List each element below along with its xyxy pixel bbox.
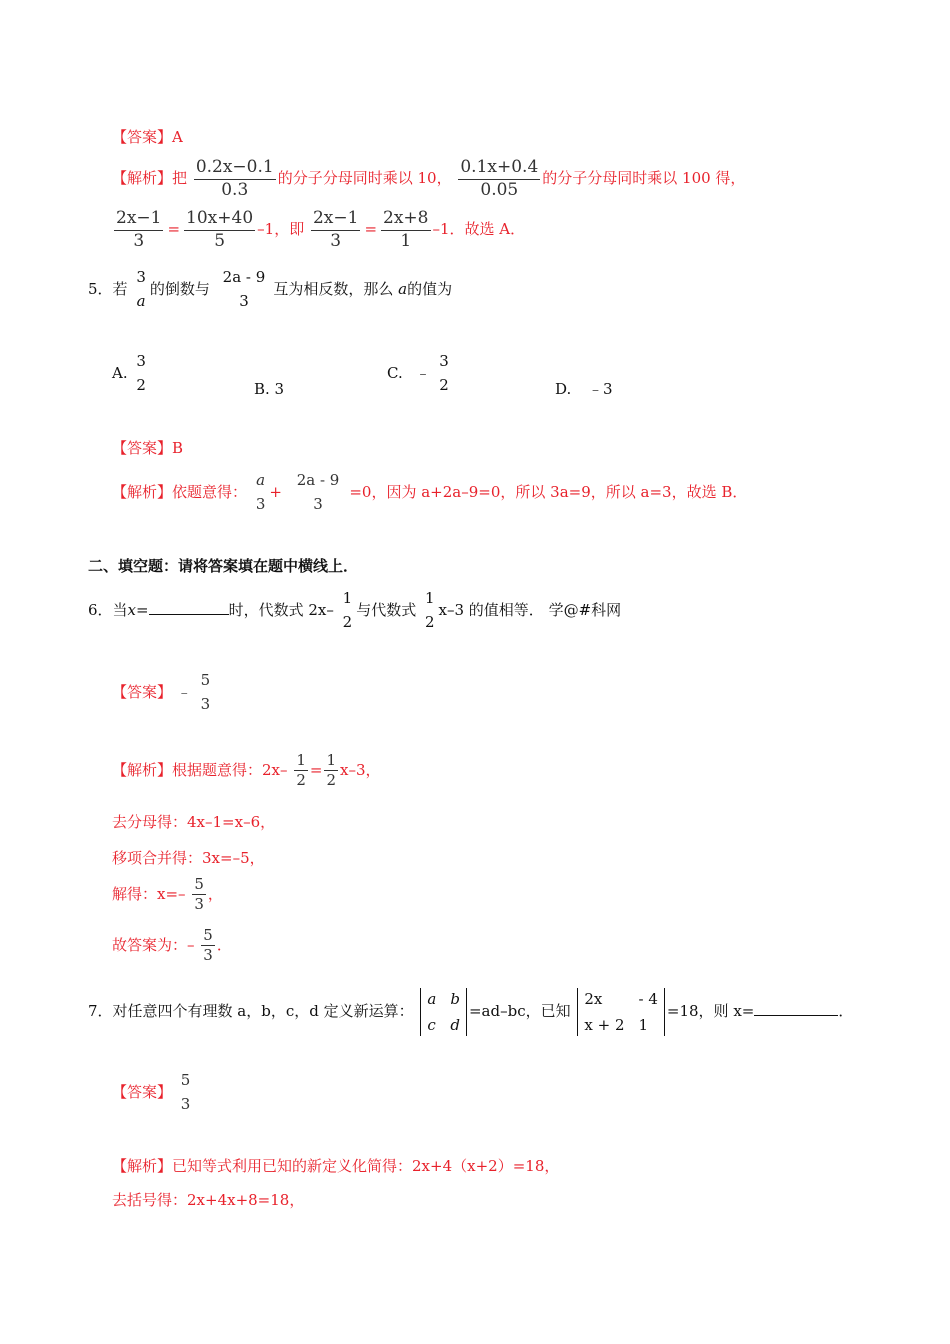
q5-option-a xyxy=(112,353,150,395)
q4-analysis-line1 xyxy=(112,158,745,200)
variable: a xyxy=(398,279,408,298)
numerator: 2a - 9 xyxy=(296,471,340,489)
denominator: 3 xyxy=(330,230,342,251)
fraction xyxy=(423,590,437,632)
denominator: 5 xyxy=(214,230,226,251)
question-text: =ad–bc，已知 xyxy=(468,1002,571,1020)
numerator: 5 xyxy=(201,927,215,946)
option-label: A. xyxy=(112,363,128,382)
denominator: 3 xyxy=(133,230,145,251)
question-number: 6．当 xyxy=(88,600,128,619)
question-text: ． xyxy=(838,1002,854,1020)
analysis-text: 依题意得： xyxy=(172,482,248,501)
analysis-text: x–3， xyxy=(339,760,381,779)
denominator: 3 xyxy=(194,895,204,914)
analysis-text: 的分子分母同时乘以 100 得， xyxy=(542,169,746,188)
option-label: D. xyxy=(555,380,572,398)
matrix-entry: 2x xyxy=(584,990,603,1008)
fraction xyxy=(199,672,213,714)
q6-question xyxy=(88,590,621,632)
numerator: 1 xyxy=(342,589,353,607)
denominator: 0.05 xyxy=(480,179,519,200)
denominator: 3 xyxy=(239,292,249,311)
question-text: 时，代数式 2x– xyxy=(228,600,334,619)
fraction xyxy=(184,209,255,251)
question-text: x–3 的值相等． 学@#科网 xyxy=(438,600,622,619)
numerator: a xyxy=(256,471,266,489)
numerator: 3 xyxy=(136,352,146,370)
answer-blank[interactable] xyxy=(149,600,229,615)
fraction xyxy=(295,472,342,514)
minus-sign: ﹣ xyxy=(415,363,431,382)
analysis-text: 已知等式利用已知的新定义化简得：2x+4（x+2）=18， xyxy=(172,1157,560,1175)
q4-answer-line xyxy=(112,127,183,147)
denominator: a xyxy=(136,292,146,311)
fraction xyxy=(254,472,268,514)
variable: x= xyxy=(127,600,149,619)
denominator: 3 xyxy=(313,495,323,514)
heading-text: 二、填空题：请将答案填在题中横线上． xyxy=(88,557,359,575)
denominator: 0.3 xyxy=(221,179,249,200)
denominator: 2 xyxy=(342,613,353,632)
numerator: 0.2x−0.1 xyxy=(194,158,276,180)
fraction xyxy=(192,876,206,914)
q5-question xyxy=(88,269,452,311)
analysis-text: 故答案为：– xyxy=(112,935,195,954)
question-text: =18，则 x= xyxy=(666,1002,755,1020)
numerator: 0.1x+0.4 xyxy=(458,158,540,180)
analysis-text: =0，因为 a+2a–9=0，所以 3a=9，所以 a=3，故选 B． xyxy=(349,482,748,501)
analysis-label: 【解析】 xyxy=(112,1157,173,1175)
question-text: 与代数式 xyxy=(356,600,417,619)
q6-analysis-line1 xyxy=(112,752,381,790)
q6-answer-line xyxy=(112,672,214,714)
analysis-label: 【解析】 xyxy=(112,482,173,501)
determinant xyxy=(420,988,467,1036)
q5-answer-line xyxy=(112,438,183,458)
fraction xyxy=(294,752,308,790)
equals-sign: = xyxy=(364,220,378,239)
analysis-text: 解得：x=– xyxy=(112,884,186,903)
denominator: 1 xyxy=(400,230,412,251)
matrix-entry: - 4 xyxy=(638,990,658,1008)
analysis-text: –1．故选 A． xyxy=(432,220,526,239)
q7-analysis-line1 xyxy=(112,1156,559,1176)
determinant xyxy=(577,988,665,1036)
answer-value: A xyxy=(172,128,183,146)
answer-value: B xyxy=(172,439,184,457)
denominator: 3 xyxy=(200,695,211,714)
fraction xyxy=(194,158,276,200)
question-text: 互为相反数，那么 xyxy=(273,279,394,298)
q5-option-d xyxy=(555,379,613,399)
q7-analysis-line2 xyxy=(112,1190,304,1210)
option-label: C. xyxy=(387,363,403,382)
answer-label: 【答案】 xyxy=(112,128,173,146)
matrix-entry: a xyxy=(427,990,437,1008)
fraction xyxy=(311,209,360,251)
denominator: 3 xyxy=(255,495,266,514)
fraction xyxy=(201,927,215,965)
matrix-entry: b xyxy=(450,990,460,1008)
matrix-entry: x + 2 xyxy=(584,1016,625,1034)
q6-step-answer xyxy=(112,927,232,965)
analysis-text: 去括号得：2x+4x+8=18， xyxy=(112,1191,305,1209)
denominator: 2 xyxy=(424,613,435,632)
fraction xyxy=(458,158,540,200)
plus-sign: + xyxy=(269,482,282,501)
answer-label: 【答案】 xyxy=(112,439,173,457)
answer-label: 【答案】 xyxy=(112,1082,173,1101)
numerator: 2x−1 xyxy=(114,209,163,231)
fraction xyxy=(381,209,430,251)
q5-analysis-line xyxy=(112,472,747,514)
numerator: 5 xyxy=(180,1071,191,1089)
numerator: 5 xyxy=(192,876,206,895)
numerator: 2a - 9 xyxy=(222,268,266,286)
question-number: 7．对任意四个有理数 a，b，c，d 定义新运算： xyxy=(88,1002,414,1020)
analysis-text: 根据题意得：2x– xyxy=(172,760,288,779)
denominator: 2 xyxy=(439,376,449,395)
question-number: 5．若 xyxy=(88,279,128,298)
equals-sign: = xyxy=(167,220,181,239)
q5-option-b xyxy=(254,379,284,399)
fraction xyxy=(134,269,148,311)
analysis-text: 去分母得：4x–1=x–6， xyxy=(112,813,276,831)
numerator: 2x−1 xyxy=(311,209,360,231)
analysis-label: 【解析】 xyxy=(112,169,173,188)
answer-blank[interactable] xyxy=(754,1001,838,1016)
option-label: B. 3 xyxy=(254,380,285,398)
q6-step-solve xyxy=(112,876,223,914)
fraction xyxy=(324,752,338,790)
fraction xyxy=(341,590,355,632)
matrix-entry: 1 xyxy=(638,1016,649,1034)
q6-step-combine xyxy=(112,848,265,868)
fraction xyxy=(114,209,163,251)
q4-analysis-line2 xyxy=(112,209,525,251)
fraction xyxy=(134,353,148,395)
analysis-text: ， xyxy=(207,884,223,903)
denominator: 3 xyxy=(203,946,213,965)
fraction xyxy=(437,353,451,395)
q7-answer-line xyxy=(112,1072,194,1114)
q5-option-c xyxy=(387,353,453,395)
numerator: 3 xyxy=(439,352,449,370)
numerator: 5 xyxy=(200,671,211,689)
matrix-entry: d xyxy=(450,1016,460,1034)
answer-label: 【答案】 xyxy=(112,682,173,701)
option-value: ﹣3 xyxy=(588,380,613,398)
denominator: 2 xyxy=(296,771,306,790)
analysis-text: 的分子分母同时乘以 10， xyxy=(277,169,452,188)
analysis-text: ． xyxy=(216,935,232,954)
denominator: 2 xyxy=(326,771,336,790)
denominator: 2 xyxy=(136,376,146,395)
minus-sign: ﹣ xyxy=(176,682,192,701)
analysis-label: 【解析】 xyxy=(112,760,173,779)
q7-question xyxy=(88,988,853,1036)
analysis-text: 把 xyxy=(172,169,188,188)
numerator: 1 xyxy=(294,752,308,771)
numerator: 10x+40 xyxy=(184,209,255,231)
question-text: 的倒数与 xyxy=(149,279,210,298)
fraction xyxy=(221,269,268,311)
equals-sign: = xyxy=(309,760,323,779)
denominator: 3 xyxy=(180,1095,191,1114)
section-heading xyxy=(88,556,358,576)
matrix-entry: c xyxy=(427,1016,436,1034)
numerator: 2x+8 xyxy=(381,209,430,231)
numerator: 1 xyxy=(324,752,338,771)
analysis-text: 移项合并得：3x=–5， xyxy=(112,849,265,867)
q6-step-denominator xyxy=(112,812,275,832)
numerator: 3 xyxy=(136,268,146,286)
question-text: 的值为 xyxy=(407,279,453,298)
fraction xyxy=(179,1072,193,1114)
analysis-text: –1，即 xyxy=(257,220,305,239)
numerator: 1 xyxy=(424,589,435,607)
